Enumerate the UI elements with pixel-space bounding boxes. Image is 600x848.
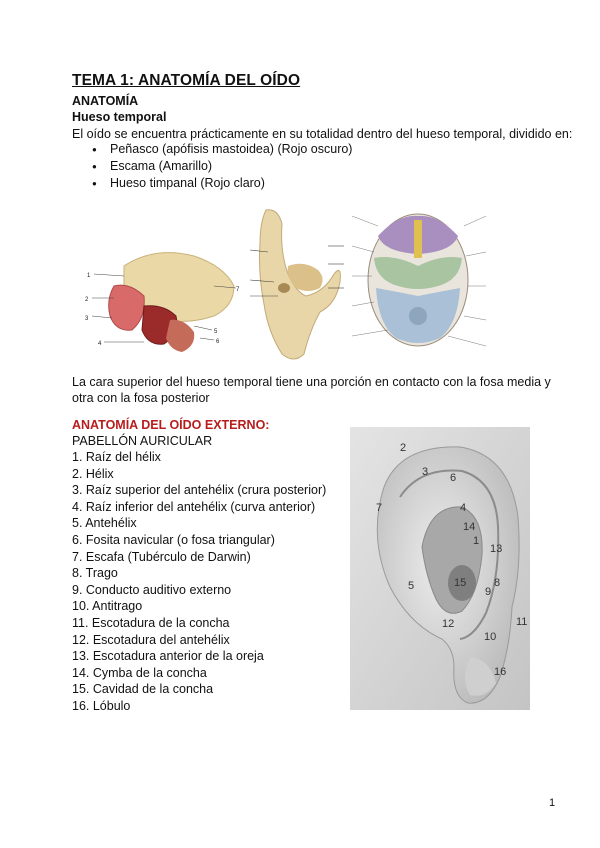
bone-parts-list bbox=[92, 141, 352, 193]
bone-label: 2 bbox=[85, 297, 89, 303]
ear-figure bbox=[350, 427, 530, 710]
page-number: 1 bbox=[549, 797, 556, 809]
ear-label: 8 bbox=[494, 577, 501, 589]
list-item: 7. Escafa (Tubérculo de Darwin) bbox=[72, 549, 251, 564]
ear-label: 11 bbox=[516, 616, 528, 628]
page-title: TEMA 1: ANATOMÍA DEL OÍDO bbox=[72, 72, 301, 89]
ear-parts-list bbox=[72, 449, 326, 715]
caption-line: La cara superior del hueso temporal tiene una porción en contacto con la fosa media y bbox=[72, 375, 551, 389]
list-item: 12. Escotadura del antehélix bbox=[72, 632, 230, 647]
bone-label: 6 bbox=[216, 339, 220, 345]
temporal-bone-lateral-figure bbox=[84, 246, 244, 358]
ear-label: 12 bbox=[442, 618, 455, 630]
temporal-bone-medial-figure bbox=[244, 204, 348, 366]
ear-label: 7 bbox=[376, 502, 383, 514]
bone-label: 7 bbox=[236, 287, 240, 293]
ear-label: 13 bbox=[490, 543, 503, 555]
bone-label: 5 bbox=[214, 329, 218, 335]
ear-label: 4 bbox=[460, 502, 467, 514]
list-item: 16. Lóbulo bbox=[72, 698, 131, 713]
list-item: 9. Conducto auditivo externo bbox=[72, 582, 232, 597]
pabellon-heading: PABELLÓN AURICULAR bbox=[72, 434, 213, 448]
list-item: 13. Escotadura anterior de la oreja bbox=[72, 649, 264, 664]
ear-label: 6 bbox=[450, 472, 457, 484]
external-ear-heading: ANATOMÍA DEL OÍDO EXTERNO: bbox=[72, 418, 270, 432]
subsection-heading: Hueso temporal bbox=[72, 110, 167, 124]
list-item: 3. Raíz superior del antehélix (crura posterior) bbox=[72, 483, 327, 498]
list-item: ● Escama (Amarillo) bbox=[92, 158, 352, 175]
ear-label: 3 bbox=[422, 466, 429, 478]
section-heading: ANATOMÍA bbox=[72, 94, 139, 108]
bone-label: 3 bbox=[85, 316, 89, 322]
intro-paragraph: El oído se encuentra prácticamente en su totalidad dentro del hueso temporal, dividido en: bbox=[72, 127, 573, 141]
ear-label: 10 bbox=[484, 631, 497, 643]
list-item: 10. Antitrago bbox=[72, 599, 143, 614]
list-item: ● Hueso timpanal (Rojo claro) bbox=[92, 175, 352, 192]
list-item: 14. Cymba de la concha bbox=[72, 665, 207, 680]
list-item: 6. Fosita navicular (o fosa triangular) bbox=[72, 532, 275, 547]
list-item: 4. Raíz inferior del antehélix (curva anterior) bbox=[72, 499, 316, 514]
ear-label: 2 bbox=[400, 442, 407, 454]
ear-label: 15 bbox=[454, 577, 467, 589]
list-item: 8. Trago bbox=[72, 566, 118, 581]
bone-label: 4 bbox=[98, 341, 102, 347]
list-item: 11. Escotadura de la concha bbox=[72, 615, 230, 630]
list-item: 5. Antehélix bbox=[72, 516, 137, 531]
list-item: ● Peñasco (apófisis mastoidea) (Rojo oscuro) bbox=[92, 141, 352, 158]
list-item: 15. Cavidad de la concha bbox=[72, 682, 214, 697]
list-item: 1. Raíz del hélix bbox=[72, 450, 161, 464]
ear-label: 1 bbox=[473, 535, 480, 547]
bone-label: 1 bbox=[87, 273, 91, 279]
ear-label: 14 bbox=[463, 521, 476, 533]
skull-base-figure bbox=[348, 196, 488, 356]
list-item: 2. Hélix bbox=[72, 466, 114, 481]
caption-line: otra con la fosa posterior bbox=[72, 391, 210, 405]
ear-label: 16 bbox=[494, 666, 507, 678]
ear-label: 5 bbox=[408, 580, 415, 592]
ear-label: 9 bbox=[485, 586, 492, 598]
